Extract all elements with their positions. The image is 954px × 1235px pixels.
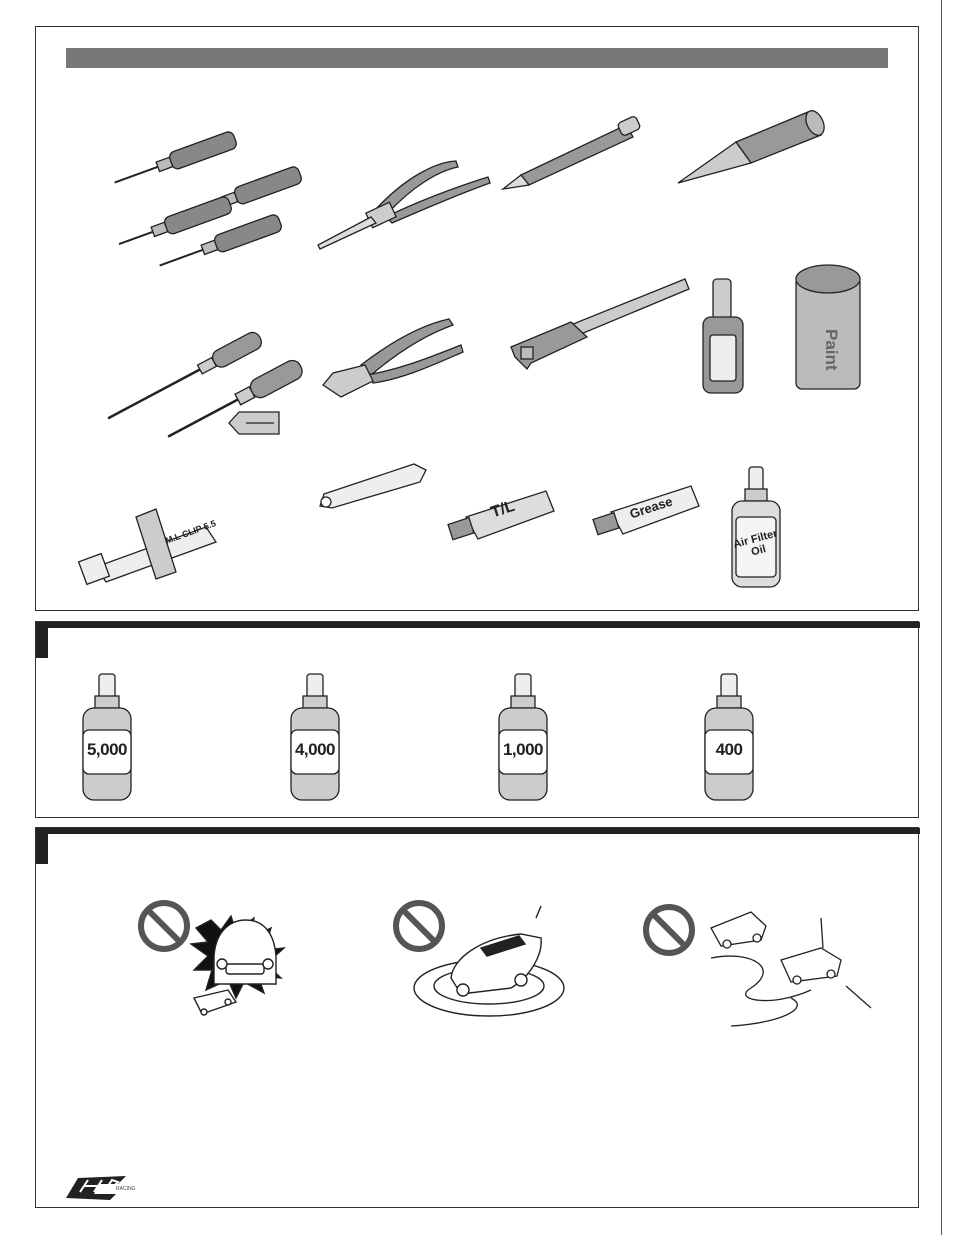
tl-tube-label: T/L bbox=[488, 497, 517, 522]
grease-tube-icon bbox=[591, 482, 701, 542]
hb-racing-logo bbox=[60, 1172, 140, 1207]
logo-subtext: RACING bbox=[116, 1186, 136, 1192]
thread-lock-bottle-icon bbox=[701, 277, 746, 397]
section-rule bbox=[36, 622, 920, 628]
flat-wrench-icon bbox=[314, 462, 429, 512]
shock-oil-panel bbox=[35, 621, 919, 818]
no-running-in-streets-illustration bbox=[641, 898, 871, 1028]
section-title-bar bbox=[66, 48, 888, 68]
air-filter-oil-bottle-icon bbox=[729, 465, 784, 590]
shock-oil-label: 5,000 bbox=[86, 740, 128, 759]
screwdrivers-icon bbox=[74, 317, 284, 452]
hobby-knife-icon bbox=[501, 117, 671, 192]
prohibition-icon bbox=[396, 903, 442, 949]
logo-text bbox=[60, 1172, 61, 1173]
vernier-caliper-icon bbox=[501, 277, 691, 372]
section-tab bbox=[36, 828, 48, 864]
paint-can-label: Paint bbox=[822, 329, 841, 371]
no-running-near-traffic-illustration bbox=[136, 898, 316, 1028]
body-reamer-icon bbox=[676, 107, 836, 187]
paint-can-icon bbox=[794, 263, 864, 393]
cross-wrench-icon bbox=[76, 487, 226, 587]
shock-oil-bottle bbox=[79, 672, 135, 802]
shock-oil-label: 400 bbox=[715, 740, 743, 759]
page-edge-line bbox=[941, 0, 942, 1235]
shock-oil-bottle bbox=[495, 672, 551, 802]
no-running-in-water-illustration bbox=[391, 898, 571, 1028]
shock-oil-label: 1,000 bbox=[502, 740, 544, 759]
shock-oil-bottle bbox=[701, 672, 757, 802]
section-tab bbox=[36, 622, 48, 658]
needle-nose-pliers-icon bbox=[316, 157, 496, 252]
grease-tube-label: Grease bbox=[627, 493, 675, 522]
prohibition-icon bbox=[141, 903, 187, 949]
side-cutters-icon bbox=[321, 317, 466, 402]
hex-driver-set-icon bbox=[76, 127, 306, 277]
shock-oil-bottle bbox=[287, 672, 343, 802]
air-filter-oil-label: Air Filter Oil bbox=[732, 527, 779, 559]
thread-lock-tube-icon bbox=[446, 487, 556, 547]
shock-oil-label: 4,000 bbox=[294, 740, 336, 759]
required-tools-panel bbox=[35, 26, 919, 611]
section-rule bbox=[36, 828, 920, 834]
safety-warnings-panel bbox=[35, 827, 919, 1208]
prohibition-icon bbox=[646, 907, 692, 953]
cross-wrench-text: M.L CLIP 5.5 bbox=[163, 518, 218, 546]
